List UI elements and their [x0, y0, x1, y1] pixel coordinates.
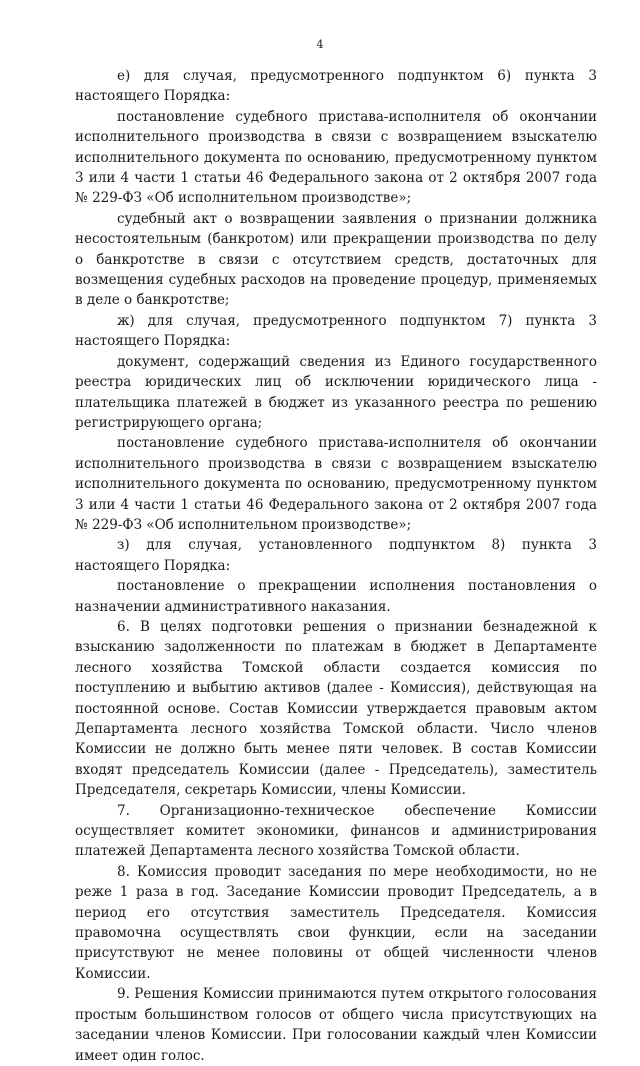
- paragraph-item-e-heading: е) для случая, предусмотренного подпунктом 6) пункта 3 настоящего Порядка:: [75, 68, 597, 105]
- paragraph-termination-resolution: постановление о прекращении исполнения постановления о назначении административного наказания.: [75, 578, 597, 615]
- paragraph-item-z-heading: з) для случая, установленного подпунктом 8) пункта 3 настоящего Порядка:: [75, 537, 597, 574]
- paragraph-item-zh-heading: ж) для случая, предусмотренного подпунктом 7) пункта 3 настоящего Порядка:: [75, 312, 597, 350]
- paragraph-section-8: 8. Комиссия проводит заседания по мере необходимости, но не реже 1 раза в год. Заседание Комиссии проводит Председатель, а в период его отсутствия заместитель Председателя. Комиссия правомочна осуществлять свои функции, если на заседании присутствуют не менее половины от общей численности членов Комиссии.: [75, 863, 597, 982]
- paragraph-bailiff-resolution: постановление судебного пристава-исполнителя об окончании исполнительного производства в связи с возвращением взыскателю исполнительного документа по основанию, предусмотренному пунктом 3 или 4 части 1 статьи 46 Федерального закона от 2 октября 2007 года № 229-ФЗ «Об исполнительном производстве»;: [75, 108, 597, 207]
- paragraph-egrul-document: документ, содержащий сведения из Единого государственного реестра юридических лиц об исключении юридического лица - плательщика платежей в бюджет из указанного реестра по решению регистрирующего органа;: [75, 353, 597, 431]
- paragraph-section-7: 7. Организационно-техническое обеспечение Комиссии осуществляет комитет экономики, финансов и администрирования платежей Департамента лесного хозяйства Томской области.: [75, 802, 597, 860]
- page-number: 4: [316, 38, 324, 51]
- paragraph-section-6: 6. В целях подготовки решения о признании безнадежной к взысканию задолженности по платежам в бюджет в Департаменте лесного хозяйства Томской области создается комиссия по поступлению и выбытию активов (далее - Комиссия), действующая на постоянной основе. Состав Комиссии утверждается правовым актом Департамента лесного хозяйства Томской области. Число членов Комиссии не должно быть менее пяти человек. В состав Комиссии входят председатель Комиссии (далее - Председатель), заместитель Председателя, секретарь Комиссии, члены Комиссии.: [75, 618, 597, 799]
- document-body: [75, 66, 597, 1066]
- paragraph-bailiff-resolution-2: постановление судебного пристава-исполнителя об окончании исполнительного производства в связи с возвращением взыскателю исполнительного документа по основанию, предусмотренному пунктом 3 или 4 части 1 статьи 46 Федерального закона от 2 октября 2007 года № 229-ФЗ «Об исполнительном производстве»;: [75, 435, 597, 533]
- paragraph-court-act: судебный акт о возвращении заявления о признании должника несостоятельным (банкротом) или прекращении производства по делу о банкротстве в связи с отсутствием средств, достаточных для возмещения судебных расходов на проведение процедур, применяемых в деле о банкротстве;: [75, 210, 597, 309]
- paragraph-section-9: 9. Решения Комиссии принимаются путем открытого голосования простым большинством голосов от общего числа присутствующих на заседании членов Комиссии. При голосовании каждый член Комиссии имеет один голос.: [75, 986, 597, 1064]
